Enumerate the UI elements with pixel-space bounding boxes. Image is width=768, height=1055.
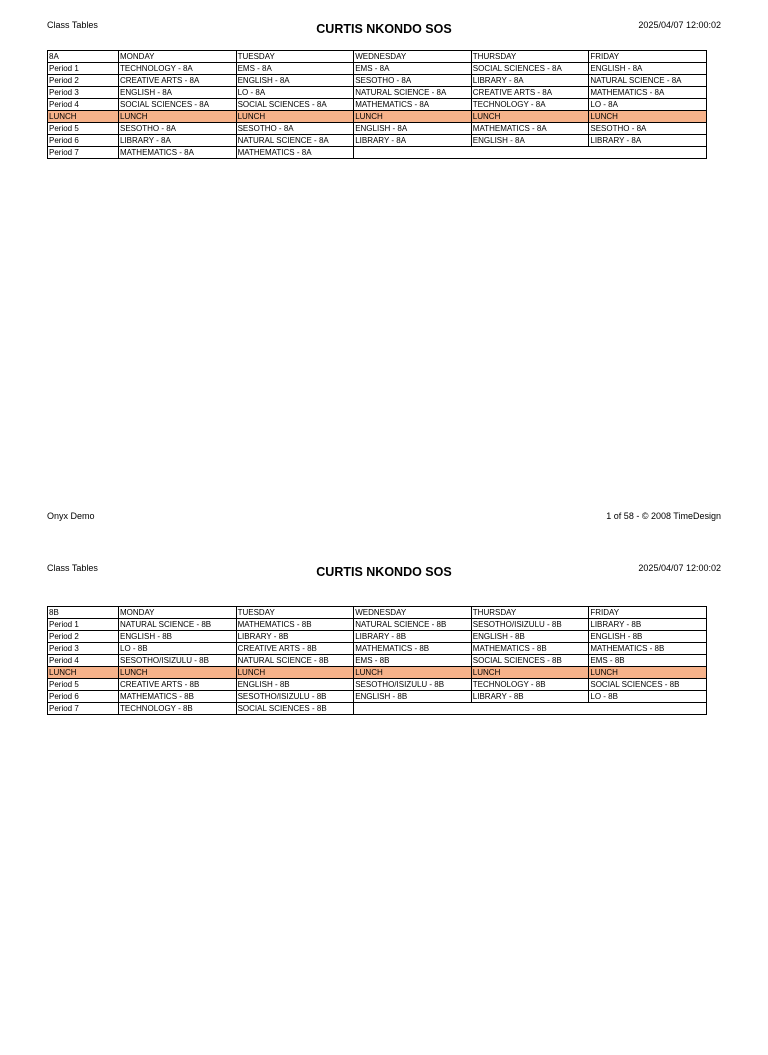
lesson-cell: LUNCH — [119, 667, 237, 679]
lesson-cell: SOCIAL SCIENCES - 8A — [471, 63, 589, 75]
table-row — [48, 87, 707, 99]
report-type-label: Class Tables — [47, 563, 98, 573]
lesson-cell: TECHNOLOGY - 8B — [119, 703, 237, 715]
lesson-cell: CREATIVE ARTS - 8A — [119, 75, 237, 87]
footer-product-name: Onyx Demo — [47, 511, 95, 521]
class-name-cell: 8B — [48, 607, 119, 619]
table-row — [48, 667, 707, 679]
lesson-cell: LIBRARY - 8B — [589, 619, 707, 631]
lesson-cell: SOCIAL SCIENCES - 8A — [236, 99, 354, 111]
lesson-cell: ENGLISH - 8A — [236, 75, 354, 87]
day-header-cell: THURSDAY — [471, 51, 589, 63]
period-label-cell: Period 3 — [48, 87, 119, 99]
day-header-cell: MONDAY — [119, 607, 237, 619]
table-row — [48, 111, 707, 123]
lesson-cell: NATURAL SCIENCE - 8B — [119, 619, 237, 631]
lesson-cell: NATURAL SCIENCE - 8A — [589, 75, 707, 87]
lesson-cell: LUNCH — [354, 111, 472, 123]
lesson-cell: LO - 8B — [589, 691, 707, 703]
lesson-cell: LUNCH — [589, 667, 707, 679]
day-header-cell: TUESDAY — [236, 51, 354, 63]
lesson-cell: LIBRARY - 8B — [471, 691, 589, 703]
lesson-cell: EMS - 8B — [589, 655, 707, 667]
lesson-cell: EMS - 8A — [236, 63, 354, 75]
day-header-cell: FRIDAY — [589, 607, 707, 619]
lesson-cell: CREATIVE ARTS - 8B — [119, 679, 237, 691]
lesson-cell: LIBRARY - 8A — [354, 135, 472, 147]
lesson-cell: NATURAL SCIENCE - 8A — [354, 87, 472, 99]
lesson-cell: ENGLISH - 8B — [589, 631, 707, 643]
day-header-cell: WEDNESDAY — [354, 51, 472, 63]
lesson-cell: TECHNOLOGY - 8B — [471, 679, 589, 691]
period-label-cell: Period 1 — [48, 619, 119, 631]
timetable-page-8b — [0, 543, 768, 1055]
lesson-cell: EMS - 8A — [354, 63, 472, 75]
lesson-cell: MATHEMATICS - 8A — [471, 123, 589, 135]
print-timestamp: 2025/04/07 12:00:02 — [638, 563, 721, 573]
table-row — [48, 135, 707, 147]
lesson-cell: SESOTHO/ISIZULU - 8B — [354, 679, 472, 691]
lesson-cell: ENGLISH - 8A — [471, 135, 589, 147]
table-row — [48, 123, 707, 135]
period-label-cell: LUNCH — [48, 111, 119, 123]
lesson-cell: LUNCH — [236, 111, 354, 123]
lesson-cell: NATURAL SCIENCE - 8B — [236, 655, 354, 667]
period-label-cell: Period 6 — [48, 691, 119, 703]
class-name-cell: 8A — [48, 51, 119, 63]
lesson-cell: SESOTHO - 8A — [236, 123, 354, 135]
lesson-cell: MATHEMATICS - 8A — [236, 147, 354, 159]
period-label-cell: Period 4 — [48, 99, 119, 111]
print-timestamp: 2025/04/07 12:00:02 — [638, 20, 721, 30]
table-header-row — [48, 51, 707, 63]
table-row — [48, 63, 707, 75]
table-row — [48, 99, 707, 111]
lesson-cell: ENGLISH - 8B — [471, 631, 589, 643]
lesson-cell: MATHEMATICS - 8B — [354, 643, 472, 655]
day-header-cell: FRIDAY — [589, 51, 707, 63]
lesson-cell: NATURAL SCIENCE - 8A — [236, 135, 354, 147]
lesson-cell: MATHEMATICS - 8B — [471, 643, 589, 655]
lesson-cell: MATHEMATICS - 8A — [354, 99, 472, 111]
lesson-cell: CREATIVE ARTS - 8A — [471, 87, 589, 99]
period-label-cell: Period 4 — [48, 655, 119, 667]
lesson-cell: SOCIAL SCIENCES - 8A — [119, 99, 237, 111]
empty-cell — [354, 147, 707, 159]
lesson-cell: MATHEMATICS - 8B — [236, 619, 354, 631]
table-row — [48, 631, 707, 643]
lesson-cell: ENGLISH - 8A — [589, 63, 707, 75]
table-row — [48, 655, 707, 667]
lesson-cell: SESOTHO - 8A — [119, 123, 237, 135]
lesson-cell: LIBRARY - 8A — [119, 135, 237, 147]
lesson-cell: LO - 8B — [119, 643, 237, 655]
lesson-cell: SOCIAL SCIENCES - 8B — [471, 655, 589, 667]
table-row — [48, 147, 707, 159]
lesson-cell: ENGLISH - 8A — [119, 87, 237, 99]
day-header-cell: TUESDAY — [236, 607, 354, 619]
table-row — [48, 75, 707, 87]
lesson-cell: MATHEMATICS - 8B — [119, 691, 237, 703]
lesson-cell: SOCIAL SCIENCES - 8B — [589, 679, 707, 691]
lesson-cell: LUNCH — [119, 111, 237, 123]
day-header-cell: THURSDAY — [471, 607, 589, 619]
report-type-label: Class Tables — [47, 20, 98, 30]
period-label-cell: Period 7 — [48, 147, 119, 159]
lesson-cell: LUNCH — [471, 111, 589, 123]
period-label-cell: Period 5 — [48, 123, 119, 135]
lesson-cell: LO - 8A — [236, 87, 354, 99]
period-label-cell: Period 3 — [48, 643, 119, 655]
lesson-cell: TECHNOLOGY - 8A — [119, 63, 237, 75]
lesson-cell: ENGLISH - 8B — [119, 631, 237, 643]
period-label-cell: Period 2 — [48, 631, 119, 643]
lesson-cell: MATHEMATICS - 8B — [589, 643, 707, 655]
table-row — [48, 643, 707, 655]
table-row — [48, 619, 707, 631]
empty-cell — [354, 703, 707, 715]
lesson-cell: LUNCH — [236, 667, 354, 679]
table-row — [48, 691, 707, 703]
lesson-cell: EMS - 8B — [354, 655, 472, 667]
lesson-cell: SESOTHO/ISIZULU - 8B — [471, 619, 589, 631]
class-timetable-8a — [47, 50, 707, 159]
lesson-cell: LIBRARY - 8B — [354, 631, 472, 643]
day-header-cell: MONDAY — [119, 51, 237, 63]
lesson-cell: MATHEMATICS - 8A — [119, 147, 237, 159]
lesson-cell: SESOTHO/ISIZULU - 8B — [236, 691, 354, 703]
lesson-cell: LUNCH — [589, 111, 707, 123]
lesson-cell: ENGLISH - 8A — [354, 123, 472, 135]
table-row — [48, 703, 707, 715]
school-title: CURTIS NKONDO SOS — [316, 22, 452, 36]
lesson-cell: LIBRARY - 8B — [236, 631, 354, 643]
lesson-cell: MATHEMATICS - 8A — [589, 87, 707, 99]
lesson-cell: TECHNOLOGY - 8A — [471, 99, 589, 111]
period-label-cell: Period 5 — [48, 679, 119, 691]
period-label-cell: Period 1 — [48, 63, 119, 75]
lesson-cell: ENGLISH - 8B — [236, 679, 354, 691]
timetable-page-8a — [0, 0, 768, 521]
lesson-cell: NATURAL SCIENCE - 8B — [354, 619, 472, 631]
lesson-cell: CREATIVE ARTS - 8B — [236, 643, 354, 655]
period-label-cell: Period 2 — [48, 75, 119, 87]
period-label-cell: LUNCH — [48, 667, 119, 679]
lesson-cell: LIBRARY - 8A — [471, 75, 589, 87]
lesson-cell: ENGLISH - 8B — [354, 691, 472, 703]
class-timetable-8b — [47, 606, 707, 715]
lesson-cell: LIBRARY - 8A — [589, 135, 707, 147]
lesson-cell: LO - 8A — [589, 99, 707, 111]
lesson-cell: SESOTHO/ISIZULU - 8B — [119, 655, 237, 667]
lesson-cell: SESOTHO - 8A — [354, 75, 472, 87]
footer-page-info: 1 of 58 - © 2008 TimeDesign — [606, 511, 721, 521]
table-row — [48, 679, 707, 691]
school-title: CURTIS NKONDO SOS — [316, 565, 452, 579]
table-header-row — [48, 607, 707, 619]
day-header-cell: WEDNESDAY — [354, 607, 472, 619]
lesson-cell: SOCIAL SCIENCES - 8B — [236, 703, 354, 715]
lesson-cell: LUNCH — [471, 667, 589, 679]
period-label-cell: Period 7 — [48, 703, 119, 715]
lesson-cell: LUNCH — [354, 667, 472, 679]
lesson-cell: SESOTHO - 8A — [589, 123, 707, 135]
period-label-cell: Period 6 — [48, 135, 119, 147]
